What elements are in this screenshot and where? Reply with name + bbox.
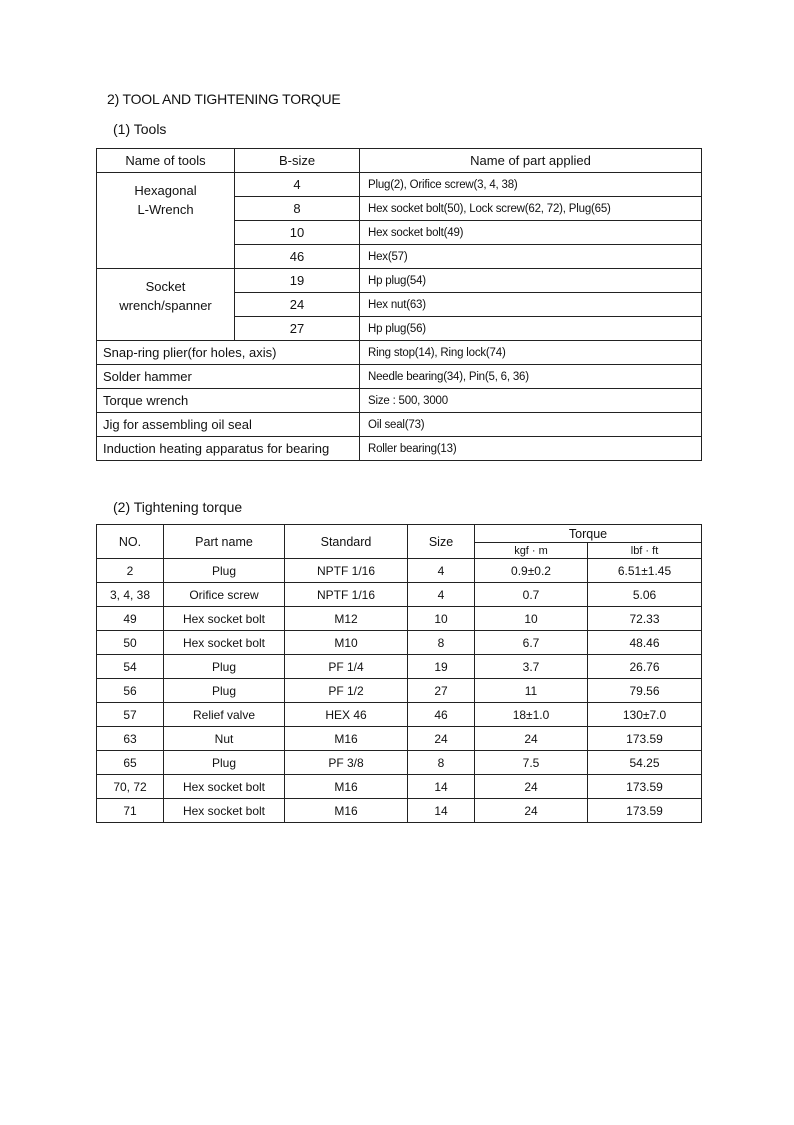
table-row — [97, 389, 702, 413]
torque-lbf-cell: 173.59 — [588, 799, 702, 823]
header-size: Size — [408, 525, 475, 559]
torque-kgf-cell: 7.5 — [475, 751, 588, 775]
table-row — [97, 775, 702, 799]
no-cell: 50 — [97, 631, 164, 655]
table-row — [97, 341, 702, 365]
tool-group-name — [97, 173, 235, 269]
torque-kgf-cell: 24 — [475, 727, 588, 751]
no-cell: 49 — [97, 607, 164, 631]
torque-lbf-cell: 48.46 — [588, 631, 702, 655]
size-cell: 10 — [408, 607, 475, 631]
header-torque: Torque — [475, 525, 702, 543]
header-name-of-tools: Name of tools — [97, 149, 235, 173]
standard-cell: PF 3/8 — [285, 751, 408, 775]
table-row — [97, 269, 702, 293]
standard-cell: M10 — [285, 631, 408, 655]
b-size-cell: 19 — [235, 269, 360, 293]
no-cell: 3, 4, 38 — [97, 583, 164, 607]
table-row — [97, 437, 702, 461]
part-name-cell: Plug — [164, 655, 285, 679]
table-row — [97, 413, 702, 437]
table-row — [97, 559, 702, 583]
tool-name-cell: Torque wrench — [97, 389, 360, 413]
no-cell: 2 — [97, 559, 164, 583]
tools-section-title: (1) Tools — [113, 121, 167, 137]
tool-name-line: Socket — [145, 279, 186, 294]
part-applied-cell: Hp plug(54) — [360, 269, 702, 293]
torque-kgf-cell: 0.9±0.2 — [475, 559, 588, 583]
part-name-cell: Hex socket bolt — [164, 631, 285, 655]
torque-lbf-cell: 6.51±1.45 — [588, 559, 702, 583]
size-cell: 19 — [408, 655, 475, 679]
table-row — [97, 655, 702, 679]
part-applied-cell: Hex(57) — [360, 245, 702, 269]
torque-lbf-cell: 26.76 — [588, 655, 702, 679]
tools-header-row — [97, 149, 702, 173]
size-cell: 4 — [408, 583, 475, 607]
header-no: NO. — [97, 525, 164, 559]
table-row — [97, 703, 702, 727]
standard-cell: NPTF 1/16 — [285, 559, 408, 583]
standard-cell: NPTF 1/16 — [285, 583, 408, 607]
no-cell: 65 — [97, 751, 164, 775]
standard-cell: M16 — [285, 775, 408, 799]
table-row — [97, 173, 702, 197]
part-applied-cell: Oil seal(73) — [360, 413, 702, 437]
torque-lbf-cell: 173.59 — [588, 727, 702, 751]
part-name-cell: Plug — [164, 559, 285, 583]
header-unit-kgf: kgf · m — [475, 543, 588, 559]
size-cell: 4 — [408, 559, 475, 583]
part-name-cell: Plug — [164, 679, 285, 703]
torque-kgf-cell: 3.7 — [475, 655, 588, 679]
torque-kgf-cell: 24 — [475, 775, 588, 799]
table-row — [97, 631, 702, 655]
part-applied-cell: Needle bearing(34), Pin(5, 6, 36) — [360, 365, 702, 389]
b-size-cell: 10 — [235, 221, 360, 245]
standard-cell: M12 — [285, 607, 408, 631]
tool-group-name — [97, 269, 235, 341]
no-cell: 54 — [97, 655, 164, 679]
header-unit-lbf: lbf · ft — [588, 543, 702, 559]
part-name-cell: Orifice screw — [164, 583, 285, 607]
table-row — [97, 799, 702, 823]
table-row — [97, 727, 702, 751]
torque-kgf-cell: 24 — [475, 799, 588, 823]
torque-table — [96, 524, 702, 823]
part-applied-cell: Roller bearing(13) — [360, 437, 702, 461]
no-cell: 71 — [97, 799, 164, 823]
size-cell: 24 — [408, 727, 475, 751]
part-applied-cell: Hp plug(56) — [360, 317, 702, 341]
torque-lbf-cell: 5.06 — [588, 583, 702, 607]
tool-name-line: Hexagonal — [134, 183, 197, 198]
table-row — [97, 751, 702, 775]
no-cell: 57 — [97, 703, 164, 727]
size-cell: 8 — [408, 751, 475, 775]
part-applied-cell: Plug(2), Orifice screw(3, 4, 38) — [360, 173, 702, 197]
part-applied-cell: Hex socket bolt(49) — [360, 221, 702, 245]
table-row — [97, 607, 702, 631]
size-cell: 27 — [408, 679, 475, 703]
b-size-cell: 4 — [235, 173, 360, 197]
tools-table — [96, 148, 702, 461]
torque-section-title: (2) Tightening torque — [113, 499, 243, 515]
torque-kgf-cell: 0.7 — [475, 583, 588, 607]
part-applied-cell: Size : 500, 3000 — [360, 389, 702, 413]
part-name-cell: Hex socket bolt — [164, 775, 285, 799]
torque-kgf-cell: 18±1.0 — [475, 703, 588, 727]
size-cell: 8 — [408, 631, 475, 655]
tool-name-line: wrench/spanner — [119, 298, 212, 313]
part-name-cell: Relief valve — [164, 703, 285, 727]
tool-name-line: L-Wrench — [137, 202, 194, 217]
torque-lbf-cell: 54.25 — [588, 751, 702, 775]
header-b-size: B-size — [235, 149, 360, 173]
table-row — [97, 679, 702, 703]
part-applied-cell: Hex socket bolt(50), Lock screw(62, 72), Plug(65) — [360, 197, 702, 221]
part-name-cell: Nut — [164, 727, 285, 751]
b-size-cell: 8 — [235, 197, 360, 221]
part-applied-cell: Ring stop(14), Ring lock(74) — [360, 341, 702, 365]
header-standard: Standard — [285, 525, 408, 559]
torque-kgf-cell: 10 — [475, 607, 588, 631]
tool-name-cell: Jig for assembling oil seal — [97, 413, 360, 437]
standard-cell: M16 — [285, 799, 408, 823]
no-cell: 56 — [97, 679, 164, 703]
torque-header-row — [97, 525, 702, 543]
torque-lbf-cell: 79.56 — [588, 679, 702, 703]
size-cell: 46 — [408, 703, 475, 727]
standard-cell: PF 1/2 — [285, 679, 408, 703]
tool-name-cell: Snap-ring plier(for holes, axis) — [97, 341, 360, 365]
page-heading: 2) TOOL AND TIGHTENING TORQUE — [107, 91, 341, 107]
table-row — [97, 583, 702, 607]
torque-lbf-cell: 173.59 — [588, 775, 702, 799]
b-size-cell: 46 — [235, 245, 360, 269]
part-name-cell: Plug — [164, 751, 285, 775]
size-cell: 14 — [408, 775, 475, 799]
standard-cell: M16 — [285, 727, 408, 751]
tool-name-cell: Induction heating apparatus for bearing — [97, 437, 360, 461]
standard-cell: HEX 46 — [285, 703, 408, 727]
no-cell: 70, 72 — [97, 775, 164, 799]
part-name-cell: Hex socket bolt — [164, 799, 285, 823]
torque-lbf-cell: 72.33 — [588, 607, 702, 631]
header-name-of-part: Name of part applied — [360, 149, 702, 173]
table-row — [97, 365, 702, 389]
standard-cell: PF 1/4 — [285, 655, 408, 679]
tool-name-cell: Solder hammer — [97, 365, 360, 389]
size-cell: 14 — [408, 799, 475, 823]
torque-kgf-cell: 11 — [475, 679, 588, 703]
torque-lbf-cell: 130±7.0 — [588, 703, 702, 727]
no-cell: 63 — [97, 727, 164, 751]
torque-kgf-cell: 6.7 — [475, 631, 588, 655]
b-size-cell: 24 — [235, 293, 360, 317]
part-applied-cell: Hex nut(63) — [360, 293, 702, 317]
part-name-cell: Hex socket bolt — [164, 607, 285, 631]
b-size-cell: 27 — [235, 317, 360, 341]
header-part-name: Part name — [164, 525, 285, 559]
